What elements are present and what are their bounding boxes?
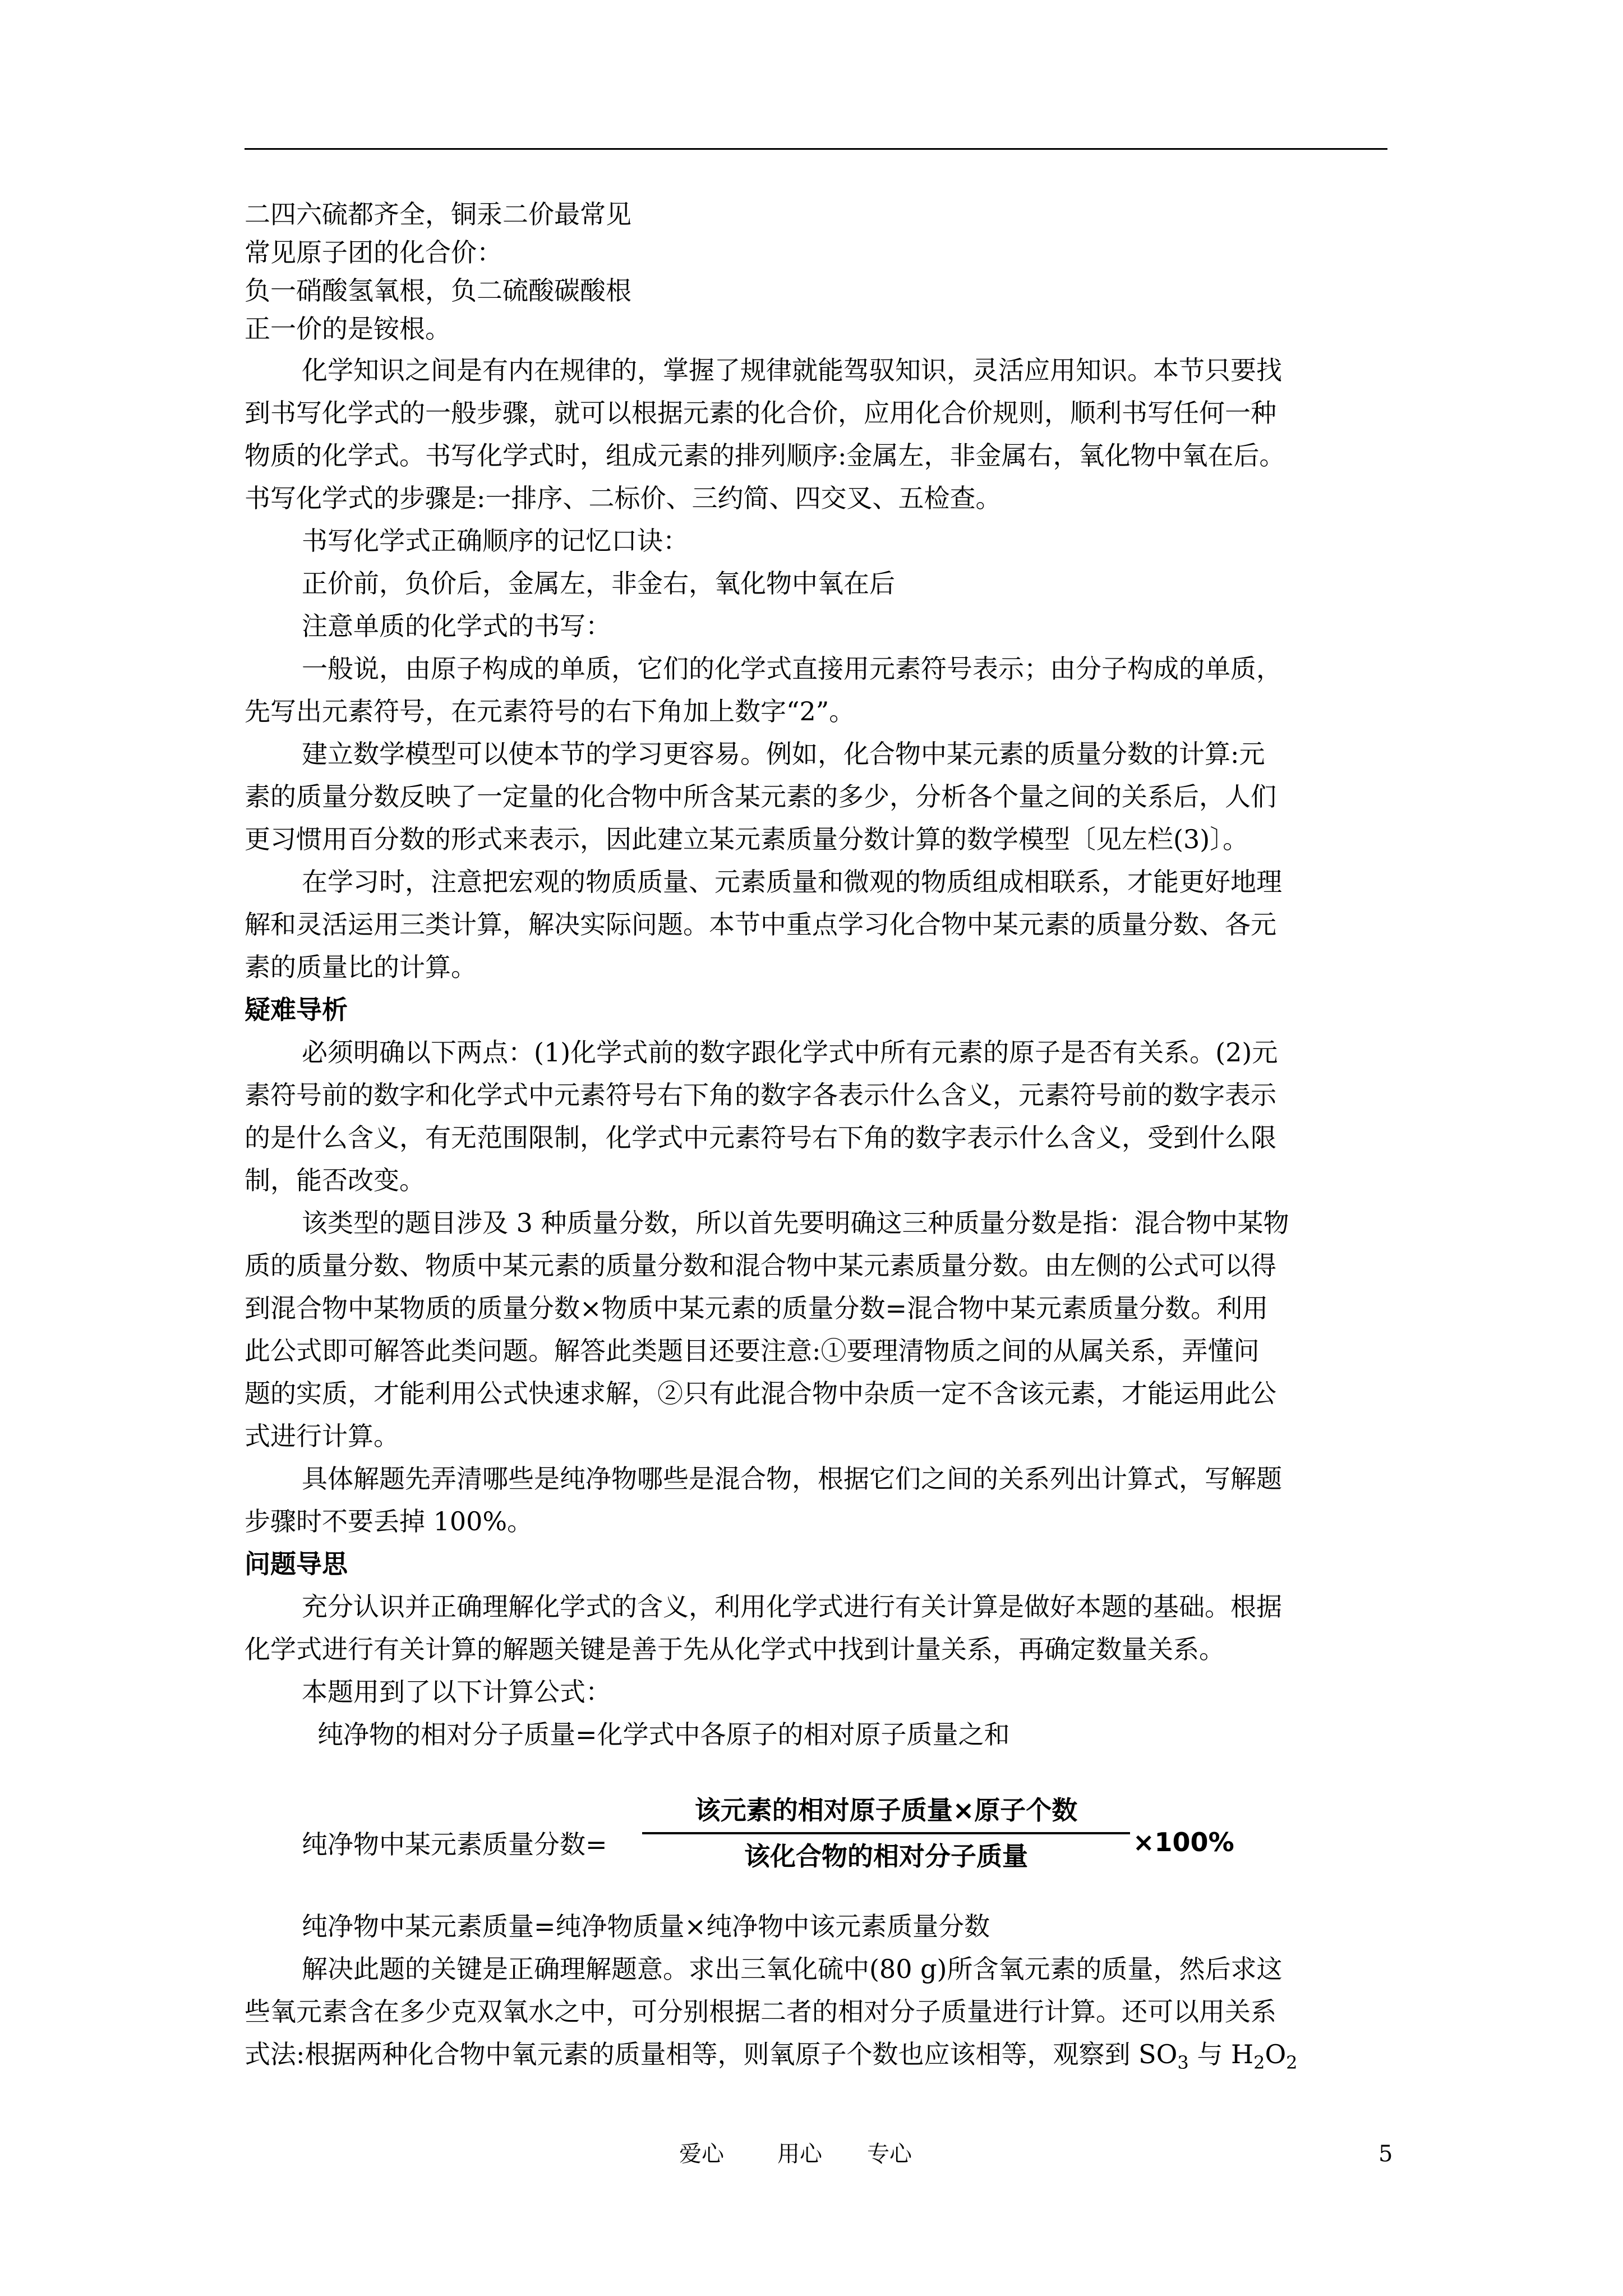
paragraph-line: 建立数学模型可以使本节的学习更容易。例如，化合物中某元素的质量分数的计算:元 (302, 739, 1265, 769)
paragraph-line: 化学知识之间是有内在规律的，掌握了规律就能驾驭知识，灵活应用知识。本节只要找 (302, 355, 1282, 385)
paragraph-line: 此公式即可解答此类问题。解答此类题目还要注意:①要理清物质之间的从属关系，弄懂问 (245, 1336, 1260, 1366)
section-heading: 疑难导析 (245, 995, 348, 1025)
paragraph-line (245, 2037, 1298, 2079)
formula-line: 纯净物的相对分子质量=化学式中各原子的相对原子质量之和 (317, 1719, 1010, 1750)
paragraph-line: 步骤时不要丢掉 100%。 (245, 1506, 533, 1536)
section-heading: 问题导思 (245, 1549, 348, 1579)
paragraph-line: 解和灵活运用三类计算，解决实际问题。本节中重点学习化合物中某元素的质量分数、各元 (245, 909, 1276, 940)
fraction-bar (642, 1832, 1130, 1834)
line-text: 与 H (1188, 2039, 1254, 2069)
paragraph-line: 素符号前的数字和化学式中元素符号右下角的数字各表示什么含义，元素符号前的数字表示 (245, 1080, 1276, 1110)
paragraph-line: 书写化学式正确顺序的记忆口诀： (302, 526, 689, 556)
paragraph-line: 该类型的题目涉及 3 种质量分数，所以首先要明确这三种质量分数是指：混合物中某物 (302, 1208, 1289, 1238)
paragraph-line: 制，能否改变。 (245, 1165, 425, 1195)
paragraph-line: 物质的化学式。书写化学式时，组成元素的排列顺序:金属左，非金属右，氧化物中氧在后。 (245, 440, 1285, 471)
formula-label: 纯净物中某元素质量分数= (302, 1829, 607, 1860)
paragraph-line: 些氧元素含在多少克双氧水之中，可分别根据二者的相对分子质量进行计算。还可以用关系 (245, 1996, 1276, 2027)
formula-line: 纯净物中某元素质量=纯净物质量×纯净物中该元素质量分数 (302, 1911, 990, 1941)
page-number: 5 (1378, 2141, 1393, 2167)
text-line: 负一硝酸氢氧根，负二硫酸碳酸根 (245, 275, 631, 306)
paragraph-line: 先写出元素符号，在元素符号的右下角加上数字“2”。 (245, 696, 855, 726)
paragraph-line: 质的质量分数、物质中某元素的质量分数和混合物中某元素质量分数。由左侧的公式可以得 (245, 1250, 1276, 1281)
formula-numerator: 该元素的相对原子质量×原子个数 (694, 1795, 1078, 1825)
footer-motto-3: 专心 (867, 2141, 912, 2167)
paragraph-line: 一般说，由原子构成的单质，它们的化学式直接用元素符号表示；由分子构成的单质， (302, 654, 1282, 684)
text-line: 正一价的是铵根。 (245, 314, 451, 344)
paragraph-line: 注意单质的化学式的书写： (302, 611, 611, 641)
paragraph-line: 解决此题的关键是正确理解题意。求出三氧化硫中(80 g)所含氧元素的质量，然后求这 (302, 1954, 1283, 1984)
paragraph-line: 题的实质，才能利用公式快速求解，②只有此混合物中杂质一定不含该元素，才能运用此公 (245, 1378, 1276, 1409)
paragraph-line: 正价前，负价后，金属左，非金右，氧化物中氧在后 (302, 568, 895, 599)
paragraph-line: 素的质量比的计算。 (245, 952, 477, 982)
formula-percent: ×100% (1133, 1827, 1234, 1857)
line-text: 式法:根据两种化合物中氧元素的质量相等，则氧原子个数也应该相等，观察到 SO (245, 2039, 1178, 2069)
paragraph-line: 本题用到了以下计算公式： (302, 1677, 611, 1707)
paragraph-line: 式进行计算。 (245, 1421, 399, 1451)
paragraph-line: 在学习时，注意把宏观的物质质量、元素质量和微观的物质组成相联系，才能更好地理 (302, 867, 1282, 897)
footer-motto-2: 用心 (777, 2141, 822, 2167)
paragraph-line: 素的质量分数反映了一定量的化合物中所含某元素的多少，分析各个量之间的关系后，人们 (245, 781, 1276, 812)
header-rule (245, 148, 1387, 150)
text-line: 常见原子团的化合价： (245, 237, 502, 268)
formula-denominator: 该化合物的相对分子质量 (744, 1841, 1028, 1871)
paragraph-line: 必须明确以下两点：(1)化学式前的数字跟化学式中所有元素的原子是否有关系。(2)元 (302, 1037, 1278, 1068)
paragraph-line: 更习惯用百分数的形式来表示，因此建立某元素质量分数计算的数学模型〔见左栏(3)〕。 (245, 824, 1249, 854)
line-text: O (1265, 2039, 1287, 2069)
paragraph-line: 化学式进行有关计算的解题关键是善于先从化学式中找到计量关系，再确定数量关系。 (245, 1634, 1225, 1664)
paragraph-line: 到混合物中某物质的质量分数×物质中某元素的质量分数=混合物中某元素质量分数。利用 (245, 1293, 1269, 1323)
paragraph-line: 的是什么含义，有无范围限制，化学式中元素符号右下角的数字表示什么含义，受到什么限 (245, 1122, 1276, 1153)
paragraph-line: 具体解题先弄清哪些是纯净物哪些是混合物，根据它们之间的关系列出计算式，写解题 (302, 1464, 1282, 1494)
paragraph-line: 充分认识并正确理解化学式的含义，利用化学式进行有关计算是做好本题的基础。根据 (302, 1591, 1282, 1622)
paragraph-line: 到书写化学式的一般步骤，就可以根据元素的化合价，应用化合价规则，顺利书写任何一种 (245, 398, 1276, 428)
subscript: 2 (1286, 2052, 1298, 2074)
footer-motto-1: 爱心 (679, 2141, 724, 2167)
mass-fraction-formula (642, 1793, 1130, 1874)
text-line: 二四六硫都齐全，铜汞二价最常见 (245, 199, 631, 229)
subscript: 2 (1253, 2052, 1265, 2074)
subscript: 3 (1177, 2052, 1189, 2074)
paragraph-line: 书写化学式的步骤是:一排序、二标价、三约简、四交叉、五检查。 (245, 483, 1002, 513)
